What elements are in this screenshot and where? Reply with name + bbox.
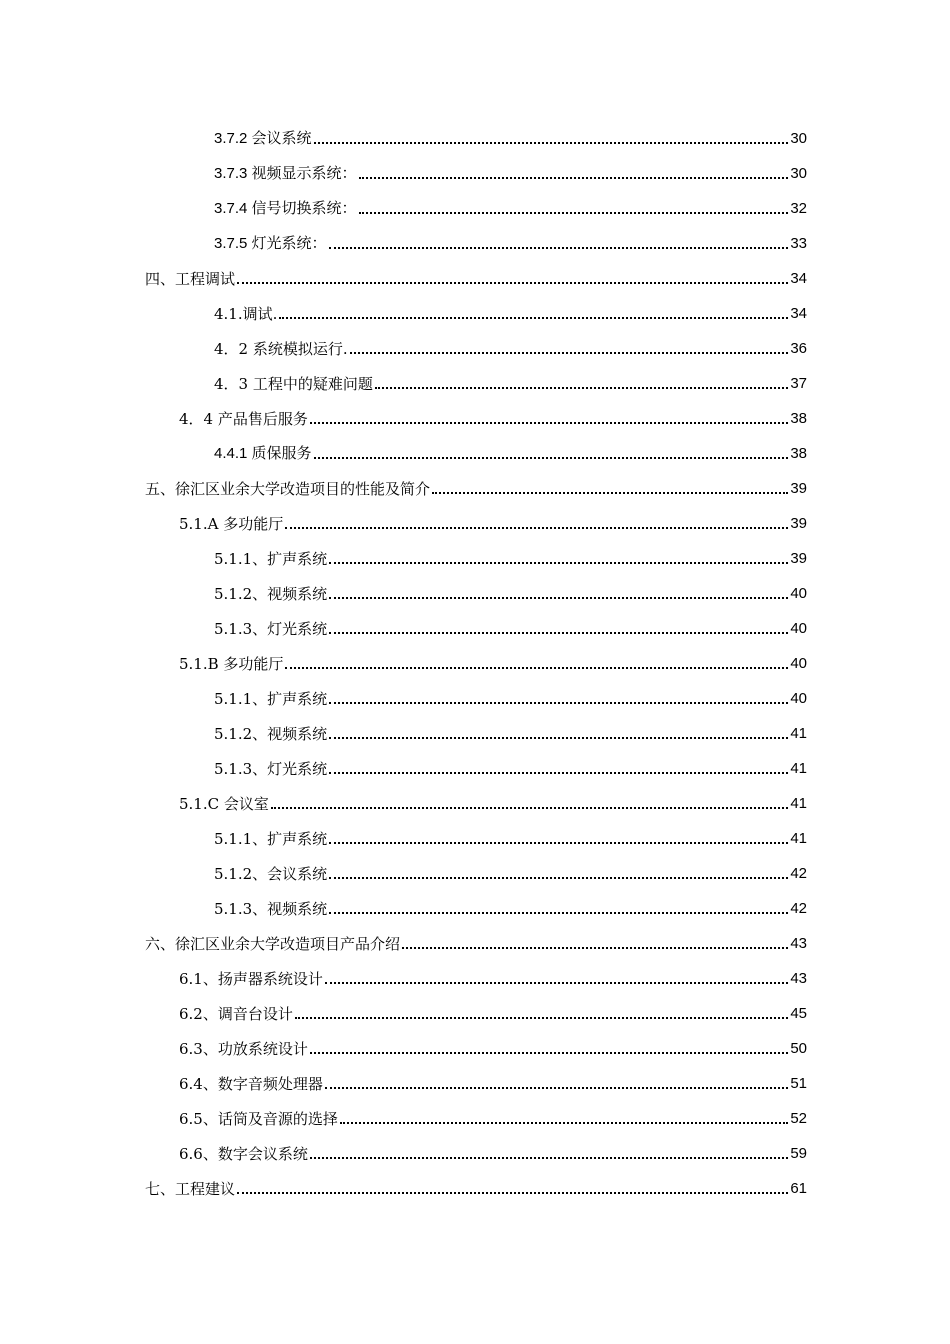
dot-leader: [329, 596, 788, 599]
toc-entry[interactable]: [214, 615, 807, 639]
toc-entry[interactable]: [214, 230, 807, 254]
toc-entry[interactable]: [145, 265, 807, 289]
toc-entry[interactable]: [214, 195, 807, 219]
toc-entry[interactable]: [214, 125, 807, 149]
dot-leader: [325, 981, 788, 984]
dot-leader: [359, 176, 789, 179]
dot-leader: [329, 631, 788, 634]
toc-entry[interactable]: [179, 1070, 807, 1094]
toc-entry[interactable]: [179, 1000, 807, 1024]
toc-page-number: 32: [790, 200, 807, 217]
toc-entry-label: 3.7.2 会议系统: [214, 130, 312, 147]
toc-entry[interactable]: [179, 405, 807, 429]
dot-leader: [329, 841, 788, 844]
toc-entry-label: 4.1.调试.: [214, 305, 278, 323]
dot-leader: [432, 491, 788, 494]
dot-leader: [295, 1016, 788, 1019]
toc-page-number: 52: [790, 1110, 807, 1127]
toc-page-number: 59: [790, 1145, 807, 1162]
dot-leader: [329, 701, 788, 704]
dot-leader: [279, 316, 788, 319]
toc-page-number: 30: [790, 165, 807, 182]
toc-page-number: 38: [790, 445, 807, 462]
dot-leader: [359, 211, 789, 214]
toc-entry[interactable]: [214, 720, 807, 744]
toc-entry[interactable]: [214, 300, 807, 324]
dot-leader: [329, 911, 788, 914]
dot-leader: [285, 526, 788, 529]
toc-entry[interactable]: [214, 580, 807, 604]
toc-entry-label: 5.1.3、视频系统: [214, 900, 328, 918]
toc-entry-label: 4.4.1 质保服务: [214, 445, 312, 462]
dot-leader: [271, 806, 788, 809]
toc-entry-label: 3.7.4 信号切换系统：: [214, 200, 357, 217]
toc-page-number: 34: [790, 305, 807, 322]
toc-page-number: 34: [790, 270, 807, 287]
toc-page-number: 39: [790, 480, 807, 497]
toc-entry[interactable]: [179, 1105, 807, 1129]
toc-page-number: 40: [790, 585, 807, 602]
toc-entry[interactable]: [214, 895, 807, 919]
toc-entry[interactable]: [145, 475, 807, 499]
toc-entry[interactable]: [214, 825, 807, 849]
toc-entry[interactable]: [214, 545, 807, 569]
toc-entry[interactable]: [214, 440, 807, 464]
toc-entry-label: 5.1.2、视频系统: [214, 585, 328, 603]
dot-leader: [329, 736, 788, 739]
toc-entry-label: 5.1.3、灯光系统: [214, 620, 328, 638]
dot-leader: [314, 141, 789, 144]
toc-page-number: 42: [790, 865, 807, 882]
toc-page-number: 42: [790, 900, 807, 917]
toc-entry-label: 6.1、扬声器系统设计: [179, 970, 323, 988]
toc-page-number: 39: [790, 550, 807, 567]
toc-page-number: 41: [790, 725, 807, 742]
dot-leader: [402, 946, 788, 949]
toc-page-number: 41: [790, 760, 807, 777]
toc-entry[interactable]: [214, 370, 807, 394]
toc-entry-label: 6.4、数字音频处理器: [179, 1075, 323, 1093]
dot-leader: [325, 1086, 788, 1089]
toc-entry[interactable]: [214, 160, 807, 184]
toc-page-number: 43: [790, 970, 807, 987]
toc-entry-label: 4．4 产品售后服务: [179, 410, 308, 428]
toc-entry-label: 六、徐汇区业余大学改造项目产品介绍: [145, 935, 401, 953]
toc-page-number: 37: [790, 375, 807, 392]
toc-entry-label: 3.7.3 视频显示系统：: [214, 165, 357, 182]
toc-entry[interactable]: [179, 510, 807, 534]
toc-page-number: 41: [790, 830, 807, 847]
dot-leader: [285, 666, 788, 669]
toc-page-number: 43: [790, 935, 807, 952]
toc-entry-label: 5.1.A 多功能厅: [179, 515, 284, 533]
toc-entry-label: 5.1.C 会议室: [179, 795, 269, 813]
dot-leader: [340, 1121, 788, 1124]
dot-leader: [350, 351, 789, 354]
toc-page-number: 40: [790, 620, 807, 637]
toc-entry[interactable]: [179, 1140, 807, 1164]
toc-entry-label: 5.1.3、灯光系统: [214, 760, 328, 778]
dot-leader: [329, 771, 788, 774]
toc-entry[interactable]: [214, 860, 807, 884]
toc-page-number: 45: [790, 1005, 807, 1022]
toc-entry-label: 5.1.1、扩声系统: [214, 830, 328, 848]
dot-leader: [314, 456, 789, 459]
toc-page-number: 41: [790, 795, 807, 812]
toc-entry[interactable]: [145, 930, 807, 954]
dot-leader: [310, 421, 788, 424]
toc-entry-label: 5.1.2、视频系统: [214, 725, 328, 743]
toc-entry[interactable]: [145, 1175, 807, 1199]
toc-entry-label: 四、工程调试: [145, 270, 236, 288]
toc-entry[interactable]: [179, 650, 807, 674]
dot-leader: [237, 1191, 788, 1194]
toc-entry-label: 4．2 系统模拟运行.: [214, 340, 348, 358]
toc-entry-label: 五、徐汇区业余大学改造项目的性能及简介: [145, 480, 431, 498]
toc-entry-label: 6.2、调音台设计: [179, 1005, 293, 1023]
toc-page-number: 33: [790, 235, 807, 252]
dot-leader: [375, 386, 788, 389]
toc-page-number: 39: [790, 515, 807, 532]
toc-page-number: 40: [790, 655, 807, 672]
toc-page-number: 40: [790, 690, 807, 707]
toc-page-number: 61: [790, 1180, 807, 1197]
dot-leader: [310, 1156, 788, 1159]
dot-leader: [237, 281, 788, 284]
dot-leader: [329, 876, 788, 879]
toc-entry-label: 5.1.B 多功能厅: [179, 655, 284, 673]
toc-page-number: 36: [790, 340, 807, 357]
toc-entry-label: 5.1.1、扩声系统: [214, 550, 328, 568]
toc-entry-label: 6.3、功放系统设计: [179, 1040, 308, 1058]
toc-entry-label: 6.5、话筒及音源的选择: [179, 1110, 338, 1128]
toc-entry[interactable]: [179, 965, 807, 989]
toc-entry[interactable]: [179, 790, 807, 814]
toc-entry-label: 5.1.2、会议系统: [214, 865, 328, 883]
toc-page-number: 30: [790, 130, 807, 147]
toc-entry-label: 3.7.5 灯光系统：: [214, 235, 327, 252]
toc-entry-label: 5.1.1、扩声系统: [214, 690, 328, 708]
dot-leader: [329, 246, 789, 249]
toc-entry-label: 七、工程建议: [145, 1180, 236, 1198]
toc-entry[interactable]: [214, 755, 807, 779]
toc-page-number: 50: [790, 1040, 807, 1057]
dot-leader: [310, 1051, 788, 1054]
dot-leader: [329, 561, 788, 564]
toc-entry[interactable]: [214, 685, 807, 709]
toc-entry-label: 4．3 工程中的疑难问题: [214, 375, 373, 393]
toc-entry[interactable]: [179, 1035, 807, 1059]
toc-page-number: 51: [790, 1075, 807, 1092]
toc-page-number: 38: [790, 410, 807, 427]
toc-entry[interactable]: [214, 335, 807, 359]
toc-entry-label: 6.6、数字会议系统: [179, 1145, 308, 1163]
